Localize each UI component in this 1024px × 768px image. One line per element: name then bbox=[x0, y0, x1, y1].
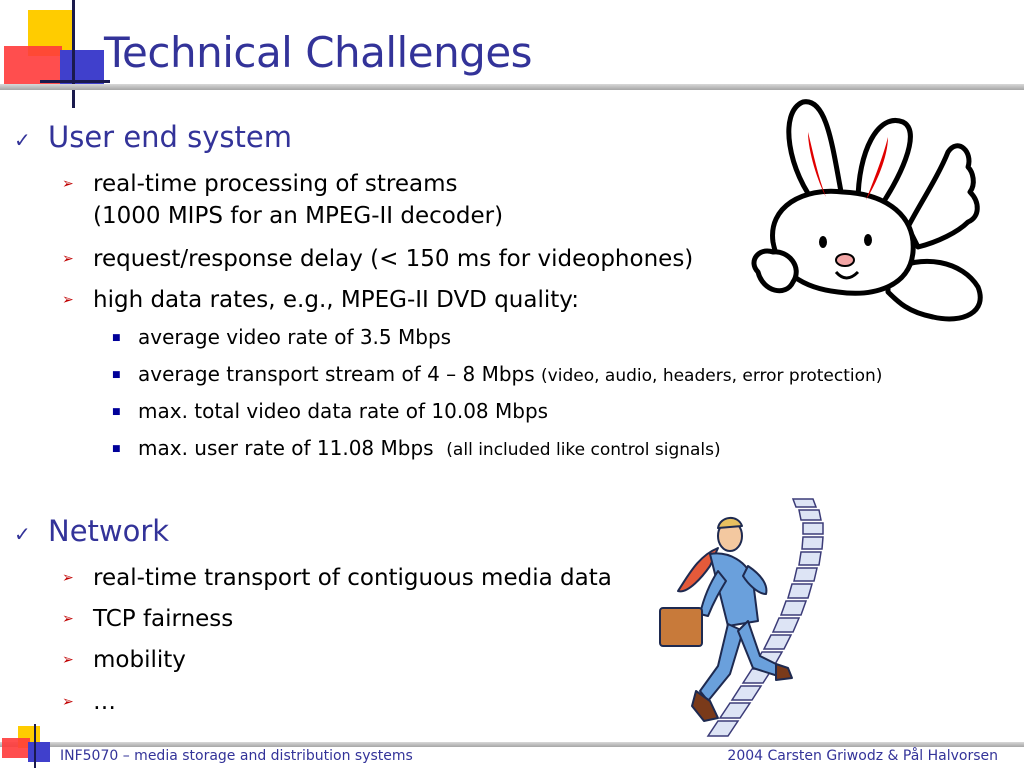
list-item-text: high data rates, e.g., MPEG-II DVD quality: bbox=[93, 287, 579, 313]
bunny-clipart bbox=[748, 92, 1014, 332]
arrowhead-icon: ➢ bbox=[62, 611, 74, 627]
list-item bbox=[62, 284, 579, 316]
sub-list-item-note: (video, audio, headers, error protection) bbox=[541, 366, 883, 386]
section-heading-user-end-system bbox=[14, 120, 292, 154]
sub-list-item-text: max. total video data rate of 10.08 Mbps bbox=[138, 399, 549, 423]
decor-horizontal-line bbox=[40, 80, 110, 83]
list-item bbox=[62, 562, 612, 594]
list-item-text: (1000 MIPS for an MPEG-II decoder) bbox=[93, 203, 504, 229]
sub-list-item bbox=[112, 436, 721, 460]
sub-list-item bbox=[112, 362, 882, 386]
checkmark-icon: ✓ bbox=[14, 522, 31, 546]
section-heading-label: Network bbox=[48, 514, 170, 548]
title-decor bbox=[0, 0, 110, 110]
sub-list-item-note: (all included like control signals) bbox=[446, 440, 721, 460]
list-item bbox=[62, 168, 503, 232]
list-item-text: mobility bbox=[93, 647, 186, 673]
footer-authors: 2004 Carsten Griwodz & Pål Halvorsen bbox=[727, 748, 998, 764]
arrowhead-icon: ➢ bbox=[62, 570, 74, 586]
list-item-text: request/response delay (< 150 ms for videophones) bbox=[93, 246, 694, 272]
square-icon: ■ bbox=[112, 333, 121, 343]
decor-blue-square bbox=[28, 742, 50, 762]
list-item bbox=[62, 603, 233, 635]
decor-vertical-line bbox=[34, 724, 36, 768]
arrowhead-icon: ➢ bbox=[62, 694, 74, 710]
checkmark-icon: ✓ bbox=[14, 128, 31, 152]
sub-list-item-text: average video rate of 3.5 Mbps bbox=[138, 325, 452, 349]
arrowhead-icon: ➢ bbox=[62, 652, 74, 668]
arrowhead-icon: ➢ bbox=[62, 176, 74, 192]
sub-list-item bbox=[112, 399, 548, 423]
list-item-text: TCP fairness bbox=[93, 606, 234, 632]
stair-climber-clipart bbox=[648, 496, 848, 742]
footer-decor bbox=[0, 724, 56, 768]
section-heading-network bbox=[14, 514, 169, 548]
list-item bbox=[62, 686, 116, 718]
square-icon: ■ bbox=[112, 407, 121, 417]
list-item-text: … bbox=[93, 689, 116, 715]
footer-course: INF5070 – media storage and distribution systems bbox=[60, 748, 413, 764]
sub-list-item bbox=[112, 325, 451, 349]
slide-title: Technical Challenges bbox=[104, 28, 533, 77]
arrowhead-icon: ➢ bbox=[62, 251, 74, 267]
list-item-text: real-time transport of contiguous media data bbox=[93, 565, 612, 591]
decor-red-square bbox=[2, 738, 30, 758]
sub-list-item-text: max. user rate of 11.08 Mbps bbox=[138, 436, 434, 460]
arrowhead-icon: ➢ bbox=[62, 292, 74, 308]
title-divider bbox=[0, 84, 1024, 90]
list-item-text: real-time processing of streams bbox=[93, 171, 458, 197]
list-item bbox=[62, 644, 186, 676]
list-item bbox=[62, 243, 693, 275]
footer-divider bbox=[0, 742, 1024, 747]
square-icon: ■ bbox=[112, 444, 121, 454]
section-heading-label: User end system bbox=[48, 120, 293, 154]
sub-list-item-text: average transport stream of 4 – 8 Mbps bbox=[138, 362, 535, 386]
square-icon: ■ bbox=[112, 370, 121, 380]
decor-vertical-line bbox=[72, 0, 75, 108]
